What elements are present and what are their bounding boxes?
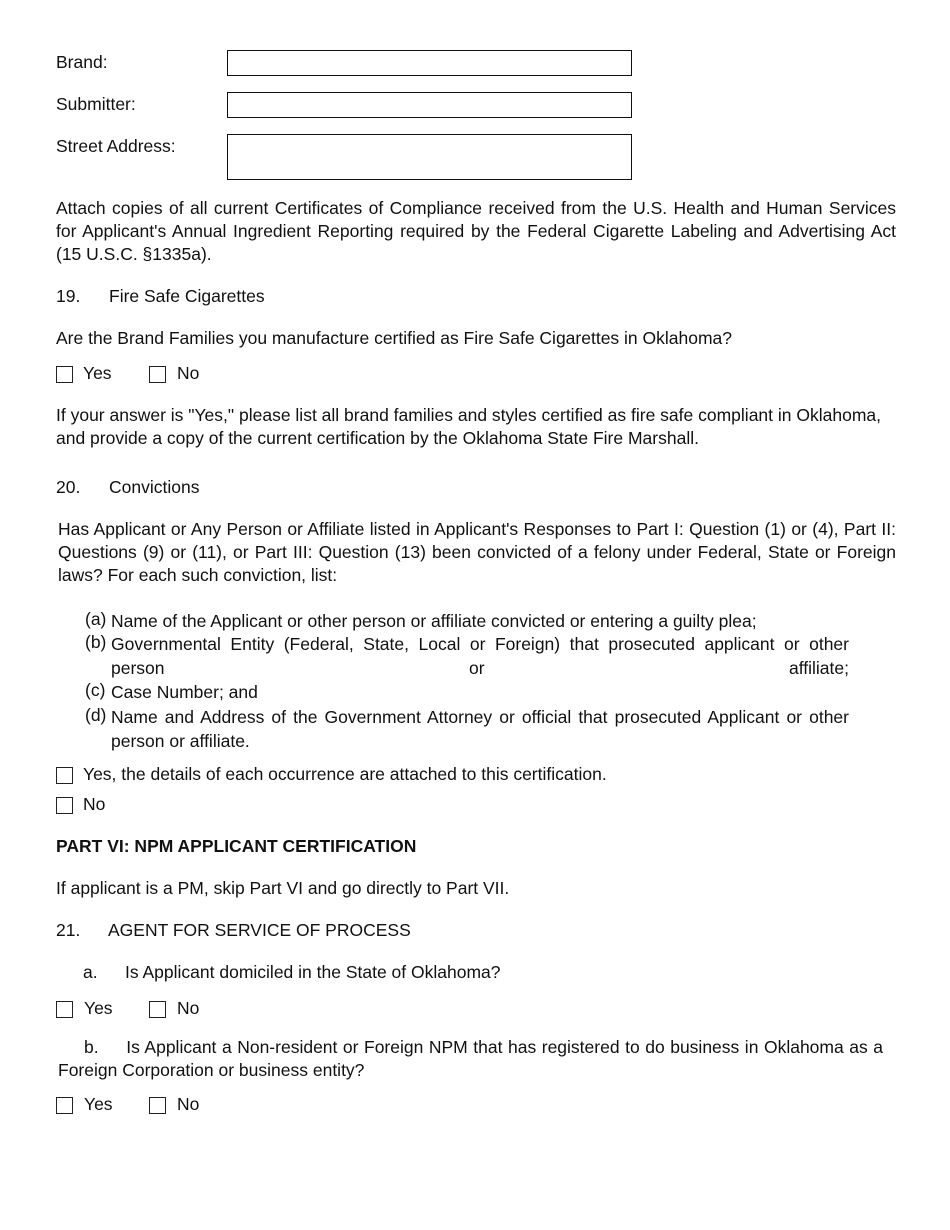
q20-item-c-text: Case Number; and — [111, 682, 258, 702]
q19-number: 19. — [56, 286, 81, 306]
q19-no-label: No — [177, 363, 200, 383]
q21b-question: Is Applicant a Non-resident or Foreign NPM that has registered to do business in Oklahoma as a Foreign Corporation or business entity? — [58, 1037, 883, 1080]
q21a-no-checkbox[interactable] — [149, 1001, 166, 1018]
q21-number: 21. — [56, 920, 81, 940]
q20-yes-checkbox[interactable] — [56, 767, 73, 784]
q21b-yes-label: Yes — [84, 1094, 113, 1114]
q19-followup-paragraph: If your answer is "Yes," please list all brand families and styles certified as fire safe compliant in Oklahoma, and provide a copy of the current certification by the Oklahoma State Fire Marshall. — [56, 405, 881, 448]
q19-question: Are the Brand Families you manufacture certified as Fire Safe Cigarettes in Oklahoma? — [56, 328, 733, 348]
street-address-label: Street Address: — [56, 136, 176, 156]
q21b-yes-checkbox[interactable] — [56, 1097, 73, 1114]
q20-yes-label: Yes, the details of each occurrence are attached to this certification. — [83, 764, 607, 784]
part6-instruction: If applicant is a PM, skip Part VI and go directly to Part VII. — [56, 878, 510, 898]
q20-item-d-text: Name and Address of the Government Attorney or official that prosecuted Applicant or other person or affiliate. — [111, 707, 849, 751]
q20-item-a-text: Name of the Applicant or other person or affiliate convicted or entering a guilty plea; — [111, 611, 757, 631]
q21a-yes-checkbox[interactable] — [56, 1001, 73, 1018]
q20-question-paragraph: Has Applicant or Any Person or Affiliate listed in Applicant's Responses to Part I: Question (1) or (4), Part II: Questions (9) or (11), or Part III: Question (13) been convicted of a felony under Federal, State or Foreign laws? For each such conviction, list: — [58, 519, 896, 585]
q21a-letter: a. — [83, 962, 98, 982]
attach-certificates-paragraph: Attach copies of all current Certificates of Compliance received from the U.S. Health and Human Services for Applicant's Annual Ingredient Reporting required by the Federal Cigarette Labeling and Advertising Act (15 U.S.C. §1335a). — [56, 198, 896, 264]
q21b-letter: b. — [84, 1037, 99, 1057]
q21a-question: Is Applicant domiciled in the State of Oklahoma? — [125, 962, 501, 982]
street-address-input[interactable] — [227, 134, 632, 180]
submitter-label: Submitter: — [56, 94, 136, 114]
q21b-no-checkbox[interactable] — [149, 1097, 166, 1114]
q19-title: Fire Safe Cigarettes — [109, 286, 265, 306]
part6-heading: PART VI: NPM APPLICANT CERTIFICATION — [56, 836, 417, 856]
q21a-no-label: No — [177, 998, 200, 1018]
q20-item-c-letter: (c) — [85, 680, 106, 700]
q20-number: 20. — [56, 477, 81, 497]
q20-item-d-letter: (d) — [85, 705, 107, 725]
q20-title: Convictions — [109, 477, 200, 497]
q19-yes-checkbox[interactable] — [56, 366, 73, 383]
q20-no-checkbox[interactable] — [56, 797, 73, 814]
q21-title: AGENT FOR SERVICE OF PROCESS — [108, 920, 411, 940]
q20-item-b-letter: (b) — [85, 632, 107, 652]
brand-input[interactable] — [227, 50, 632, 76]
q21b-question-paragraph — [58, 1036, 883, 1082]
q21a-yes-label: Yes — [84, 998, 113, 1018]
brand-label: Brand: — [56, 52, 108, 72]
submitter-input[interactable] — [227, 92, 632, 118]
q20-item-a-letter: (a) — [85, 609, 107, 629]
q20-item-b-text: Governmental Entity (Federal, State, Local or Foreign) that prosecuted applicant or other person or affiliate; — [111, 634, 849, 678]
q19-yes-label: Yes — [83, 363, 112, 383]
q21b-no-label: No — [177, 1094, 200, 1114]
q19-no-checkbox[interactable] — [149, 366, 166, 383]
q20-no-label: No — [83, 794, 106, 814]
